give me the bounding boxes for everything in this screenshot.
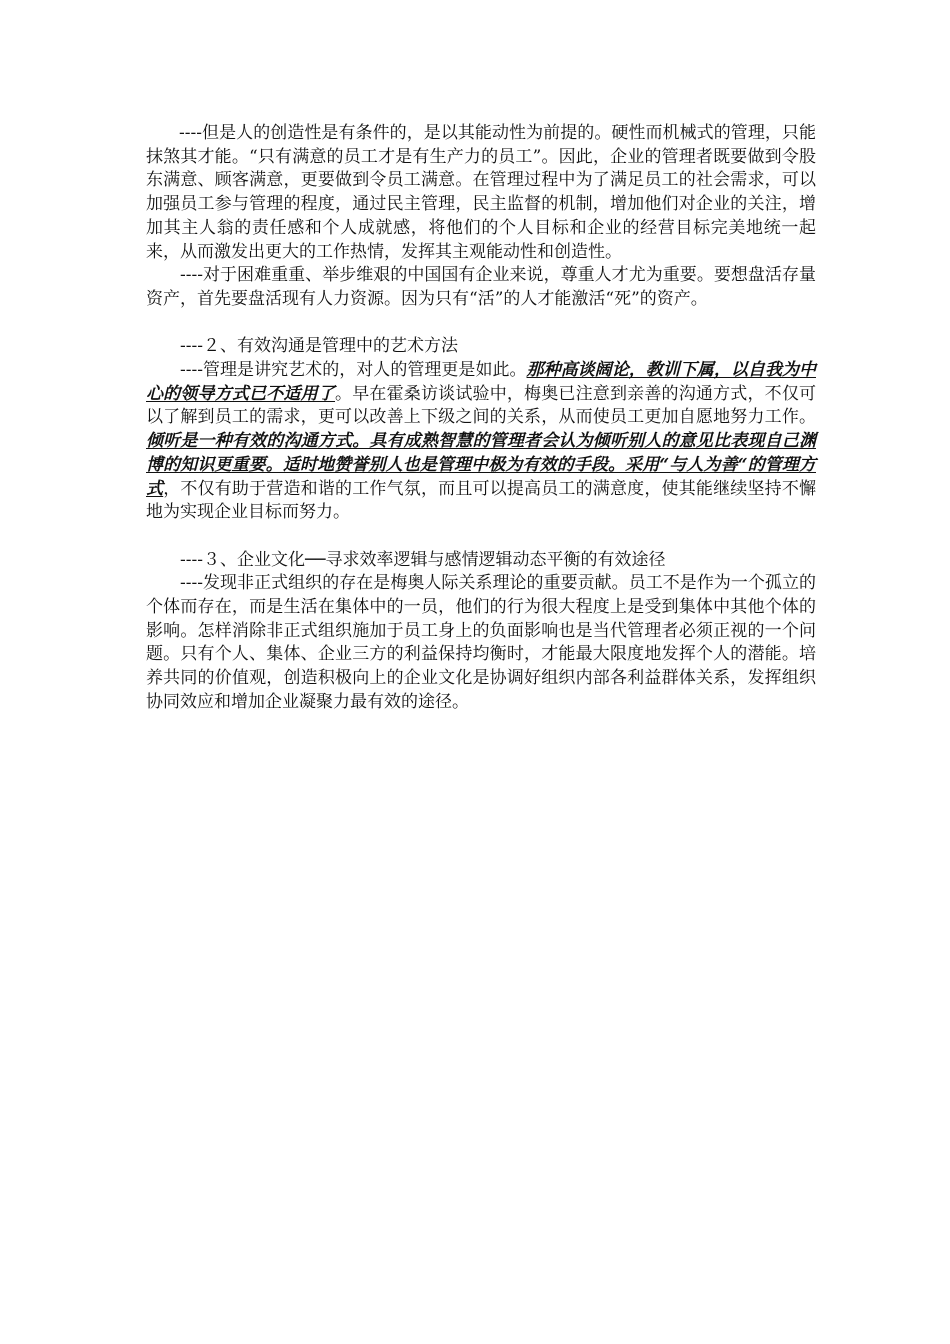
section-heading-culture: ----３、企业文化──寻求效率逻辑与感情逻辑动态平衡的有效途径 bbox=[180, 549, 666, 570]
blank-line bbox=[146, 312, 816, 336]
section-heading-communication: ----２、有效沟通是管理中的艺术方法 bbox=[180, 336, 458, 357]
blank-line bbox=[146, 525, 816, 549]
document-body bbox=[146, 122, 816, 715]
paragraph-communication bbox=[146, 359, 816, 525]
emphasized-text-listening: 倾听是一种有效的沟通方式。具有成熟智慧的管理者会认为倾听别人的意见比表现自己渊博的知识更重要。适时地赞誉别人也是管理中极为有效的手段。采用“与人为善“的管理方式 bbox=[146, 431, 816, 499]
paragraph-informal-organization: ----发现非正式组织的存在是梅奥人际关系理论的重要贡献。员工不是作为一个孤立的个体而存在，而是生活在集体中的一员，他们的行为很大程度上是受到集体中其他个体的影响。怎样消除非正式组织施加于员工身上的负面影响也是当代管理者必须正视的一个问题。只有个人、集体、企业三方的利益保持均衡时，才能最大限度地发挥个人的潜能。培养共同的价值观，创造积极向上的企业文化是协调好组织内部各利益群体关系，发挥组织协同效应和增加企业凝聚力最有效的途径。 bbox=[146, 573, 816, 712]
paragraph-creativity: ----但是人的创造性是有条件的，是以其能动性为前提的。硬性而机械式的管理，只能抹煞其才能。“只有满意的员工才是有生产力的员工”。因此，企业的管理者既要做到令股东满意、顾客满意，更要做到令员工满意。在管理过程中为了满足员工的社会需求，可以加强员工参与管理的程度，通过民主管理，民主监督的机制，增加他们对企业的关注，增加其主人翁的责任感和个人成就感，将他们的个人目标和企业的经营目标完美地统一起来，从而激发出更大的工作热情，发挥其主观能动性和创造性。 bbox=[146, 123, 816, 262]
paragraph-communication-text-3: ，不仅有助于营造和谐的工作气氛，而且可以提高员工的满意度，使其能继续坚持不懈地为实现企业目标而努力。 bbox=[146, 478, 817, 523]
paragraph-communication-text-1: ----管理是讲究艺术的，对人的管理更是如此。 bbox=[180, 360, 527, 381]
emphasized-text-leadership: 那种高谈阔论，教训下属，以自我为中心的领导方式已不适用了 bbox=[146, 360, 816, 404]
paragraph-respect-talent: ----对于困难重重、举步维艰的中国国有企业来说，尊重人才尤为重要。要想盘活存量资产，首先要盘活现有人力资源。因为只有“活”的人才能激活“死”的资产。 bbox=[146, 265, 816, 309]
paragraph-communication-text-2: 。早在霍桑访谈试验中，梅奥已注意到亲善的沟通方式，不仅可以了解到员工的需求，更可以改善上下级之间的关系，从而使员工更加自愿地努力工作。 bbox=[146, 383, 817, 428]
